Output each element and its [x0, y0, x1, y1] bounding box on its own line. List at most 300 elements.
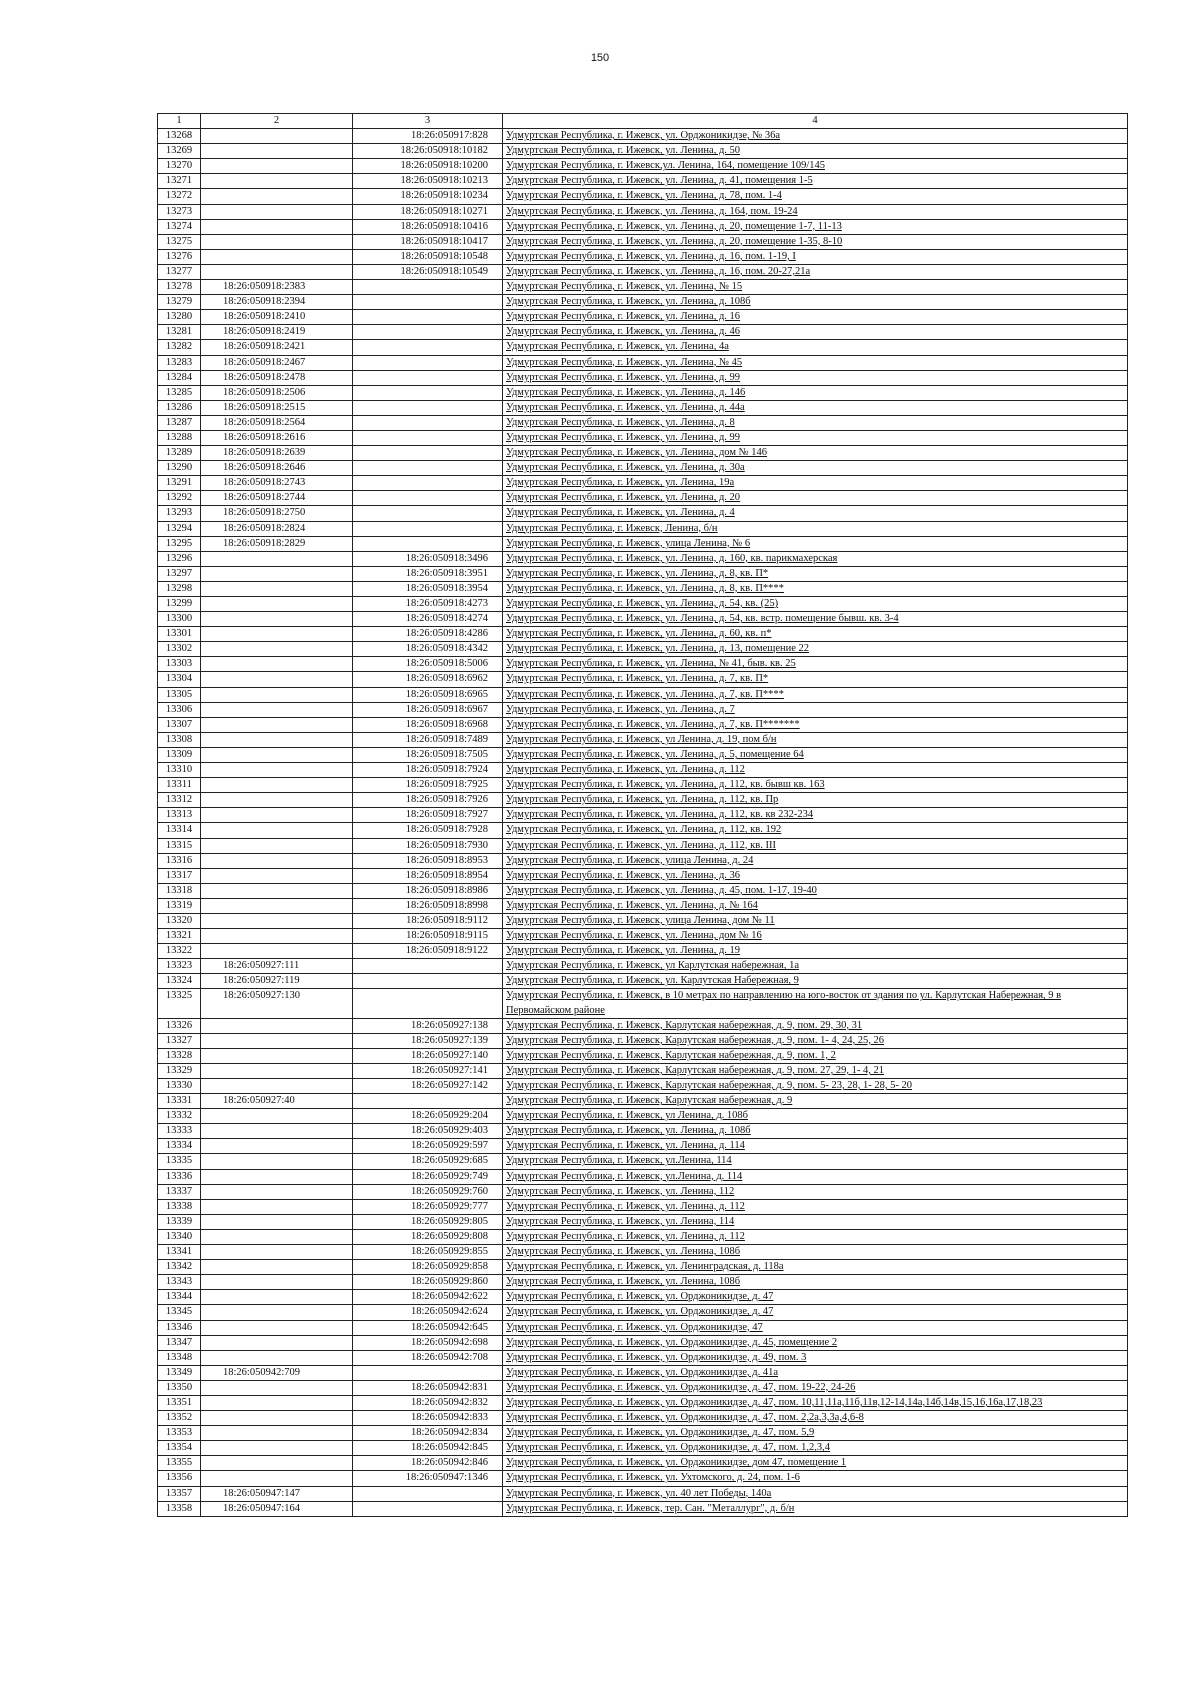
table-row [158, 1048, 1128, 1063]
address: Удмуртская Республика, г. Ижевск, Карлутская набережная, д. 9, пом. 27, 29, 1- 4, 21 [503, 1063, 1128, 1078]
column-number-row [158, 114, 1128, 129]
address: Удмуртская Республика, г. Ижевск, ул. Ленина, д. 78, пом. 1-4 [503, 189, 1128, 204]
row-number: 13332 [158, 1109, 201, 1124]
address: Удмуртская Республика, г. Ижевск, ул. Орджоникидзе, д. 47, пом. 10,11,11а,11б,11в,12-14,14а,14б,14в,15,16,16а,17,18,23 [503, 1395, 1128, 1410]
row-number: 13286 [158, 400, 201, 415]
address: Удмуртская Республика, г. Ижевск,ул. Ленина, 164, помещение 109/145 [503, 159, 1128, 174]
land-plot-cadastral-number [201, 898, 353, 913]
address: Удмуртская Республика, г. Ижевск, ул. Ленинградская, д. 118а [503, 1260, 1128, 1275]
premises-cadastral-number: 18:26:050927:142 [353, 1079, 503, 1094]
land-plot-cadastral-number [201, 627, 353, 642]
premises-cadastral-number: 18:26:050918:7927 [353, 808, 503, 823]
row-number: 13272 [158, 189, 201, 204]
page-number: 150 [590, 52, 610, 64]
address: Удмуртская Республика, г. Ижевск, ул. Ленина, д. 164, пом. 19-24 [503, 204, 1128, 219]
address: Удмуртская Республика, г. Ижевск, ул. Орджоникидзе, д. 47, пом. 5,9 [503, 1426, 1128, 1441]
premises-cadastral-number: 18:26:050927:140 [353, 1048, 503, 1063]
table-row [158, 687, 1128, 702]
table-row [158, 597, 1128, 612]
land-plot-cadastral-number [201, 1169, 353, 1184]
land-plot-cadastral-number [201, 929, 353, 944]
land-plot-cadastral-number [201, 219, 353, 234]
premises-cadastral-number: 18:26:050918:6967 [353, 702, 503, 717]
premises-cadastral-number: 18:26:050942:698 [353, 1335, 503, 1350]
land-plot-cadastral-number [201, 944, 353, 959]
row-number: 13289 [158, 446, 201, 461]
table-row [158, 491, 1128, 506]
table-row [158, 174, 1128, 189]
land-plot-cadastral-number [201, 1350, 353, 1365]
land-plot-cadastral-number [201, 838, 353, 853]
address: Удмуртская Республика, г. Ижевск, ул. Ленина, д. 7, кв. П* [503, 672, 1128, 687]
row-number: 13277 [158, 264, 201, 279]
land-plot-cadastral-number [201, 1426, 353, 1441]
row-number: 13305 [158, 687, 201, 702]
land-plot-cadastral-number [201, 1411, 353, 1426]
row-number: 13318 [158, 883, 201, 898]
table-row [158, 1411, 1128, 1426]
address: Удмуртская Республика, г. Ижевск, ул. Ленина, д. 41, помещения 1-5 [503, 174, 1128, 189]
table-row [158, 823, 1128, 838]
table-row [158, 1426, 1128, 1441]
address: Удмуртская Республика, г. Ижевск, ул. Орджоникидзе, 47 [503, 1320, 1128, 1335]
row-number: 13335 [158, 1154, 201, 1169]
premises-cadastral-number: 18:26:050942:846 [353, 1456, 503, 1471]
address: Удмуртская Республика, г. Ижевск, ул. Ленина, д. 108б [503, 1124, 1128, 1139]
land-plot-cadastral-number [201, 597, 353, 612]
premises-cadastral-number [353, 370, 503, 385]
land-plot-cadastral-number: 18:26:050918:2419 [201, 325, 353, 340]
table-row [158, 370, 1128, 385]
address: Удмуртская Республика, г. Ижевск, ул Карлутская набережная, 1а [503, 959, 1128, 974]
premises-cadastral-number [353, 325, 503, 340]
row-number: 13353 [158, 1426, 201, 1441]
premises-cadastral-number [353, 536, 503, 551]
address: Удмуртская Республика, г. Ижевск, ул. Ленина, д. 99 [503, 430, 1128, 445]
table-row [158, 747, 1128, 762]
row-number: 13342 [158, 1260, 201, 1275]
address: Удмуртская Республика, г. Ижевск, ул Ленина, д. 108б [503, 1109, 1128, 1124]
premises-cadastral-number [353, 491, 503, 506]
row-number: 13334 [158, 1139, 201, 1154]
table-row [158, 551, 1128, 566]
land-plot-cadastral-number [201, 1456, 353, 1471]
premises-cadastral-number [353, 400, 503, 415]
land-plot-cadastral-number: 18:26:050918:2750 [201, 506, 353, 521]
table-row [158, 1154, 1128, 1169]
table-row [158, 898, 1128, 913]
row-number: 13268 [158, 129, 201, 144]
land-plot-cadastral-number [201, 808, 353, 823]
row-number: 13288 [158, 430, 201, 445]
row-number: 13350 [158, 1380, 201, 1395]
premises-cadastral-number [353, 280, 503, 295]
row-number: 13336 [158, 1169, 201, 1184]
premises-cadastral-number: 18:26:050918:10417 [353, 234, 503, 249]
land-plot-cadastral-number: 18:26:050927:111 [201, 959, 353, 974]
row-number: 13310 [158, 763, 201, 778]
address: Удмуртская Республика, г. Ижевск, ул. Орджоникидзе, д. 47, пом. 1,2,3,4 [503, 1441, 1128, 1456]
table-row [158, 1018, 1128, 1033]
row-number: 13314 [158, 823, 201, 838]
row-number: 13312 [158, 793, 201, 808]
register-table [157, 113, 1128, 1517]
address: Удмуртская Республика, г. Ижевск, ул. Ленина, д. 8, кв. П**** [503, 581, 1128, 596]
premises-cadastral-number: 18:26:050918:4286 [353, 627, 503, 642]
premises-cadastral-number: 18:26:050918:10548 [353, 249, 503, 264]
row-number: 13275 [158, 234, 201, 249]
table-row [158, 778, 1128, 793]
table-row [158, 581, 1128, 596]
premises-cadastral-number [353, 415, 503, 430]
premises-cadastral-number: 18:26:050917:828 [353, 129, 503, 144]
land-plot-cadastral-number: 18:26:050918:2829 [201, 536, 353, 551]
premises-cadastral-number: 18:26:050929:808 [353, 1229, 503, 1244]
land-plot-cadastral-number: 18:26:050918:2616 [201, 430, 353, 445]
land-plot-cadastral-number: 18:26:050918:2394 [201, 295, 353, 310]
table-row [158, 1501, 1128, 1516]
land-plot-cadastral-number [201, 1245, 353, 1260]
land-plot-cadastral-number [201, 1305, 353, 1320]
table-row [158, 1139, 1128, 1154]
land-plot-cadastral-number [201, 264, 353, 279]
land-plot-cadastral-number [201, 778, 353, 793]
address: Удмуртская Республика, г. Ижевск, ул. Ленина, д. 7 [503, 702, 1128, 717]
premises-cadastral-number: 18:26:050918:7928 [353, 823, 503, 838]
address: Удмуртская Республика, г. Ижевск, ул Ленина, д. 19, пом б/н [503, 732, 1128, 747]
premises-cadastral-number [353, 430, 503, 445]
premises-cadastral-number: 18:26:050929:860 [353, 1275, 503, 1290]
row-number: 13320 [158, 913, 201, 928]
land-plot-cadastral-number [201, 1335, 353, 1350]
land-plot-cadastral-number: 18:26:050918:2478 [201, 370, 353, 385]
premises-cadastral-number [353, 959, 503, 974]
land-plot-cadastral-number: 18:26:050918:2383 [201, 280, 353, 295]
table-row [158, 657, 1128, 672]
table-row [158, 1229, 1128, 1244]
premises-cadastral-number: 18:26:050918:9115 [353, 929, 503, 944]
address: Удмуртская Республика, г. Ижевск, в 10 метрах по направлению на юго-восток от здания по ул. Карлутская Набережная, 9 в Первомайском районе [503, 989, 1128, 1018]
land-plot-cadastral-number: 18:26:050918:2410 [201, 310, 353, 325]
address: Удмуртская Республика, г. Ижевск, ул. Орджоникидзе, д. 47, пом. 2,2а,3,3а,4,6-8 [503, 1411, 1128, 1426]
row-number: 13291 [158, 476, 201, 491]
table-row [158, 1033, 1128, 1048]
premises-cadastral-number: 18:26:050942:624 [353, 1305, 503, 1320]
row-number: 13348 [158, 1350, 201, 1365]
row-number: 13355 [158, 1456, 201, 1471]
land-plot-cadastral-number [201, 853, 353, 868]
premises-cadastral-number: 18:26:050918:9112 [353, 913, 503, 928]
table-row [158, 702, 1128, 717]
address: Удмуртская Республика, г. Ижевск, ул. Ленина, д. 16, пом. 20-27,21а [503, 264, 1128, 279]
table-row [158, 672, 1128, 687]
land-plot-cadastral-number [201, 234, 353, 249]
address: Удмуртская Республика, г. Ижевск, улица Ленина, № 6 [503, 536, 1128, 551]
row-number: 13300 [158, 612, 201, 627]
land-plot-cadastral-number [201, 1320, 353, 1335]
land-plot-cadastral-number [201, 672, 353, 687]
premises-cadastral-number [353, 1365, 503, 1380]
row-number: 13330 [158, 1079, 201, 1094]
land-plot-cadastral-number: 18:26:050918:2646 [201, 461, 353, 476]
land-plot-cadastral-number [201, 913, 353, 928]
table-row [158, 129, 1128, 144]
table-row [158, 793, 1128, 808]
land-plot-cadastral-number [201, 1441, 353, 1456]
land-plot-cadastral-number [201, 612, 353, 627]
land-plot-cadastral-number [201, 1260, 353, 1275]
row-number: 13269 [158, 144, 201, 159]
premises-cadastral-number: 18:26:050918:10271 [353, 204, 503, 219]
row-number: 13285 [158, 385, 201, 400]
row-number: 13283 [158, 355, 201, 370]
premises-cadastral-number: 18:26:050942:834 [353, 1426, 503, 1441]
address: Удмуртская Республика, г. Ижевск, улица Ленина, дом № 11 [503, 913, 1128, 928]
row-number: 13308 [158, 732, 201, 747]
address: Удмуртская Республика, г. Ижевск, ул. Орджоникидзе, № 36а [503, 129, 1128, 144]
row-number: 13273 [158, 204, 201, 219]
premises-cadastral-number: 18:26:050929:597 [353, 1139, 503, 1154]
address: Удмуртская Республика, г. Ижевск, ул. Ленина, 108б [503, 1245, 1128, 1260]
row-number: 13276 [158, 249, 201, 264]
table-row [158, 521, 1128, 536]
table-row [158, 974, 1128, 989]
table-row [158, 1063, 1128, 1078]
premises-cadastral-number [353, 1501, 503, 1516]
table-row [158, 1471, 1128, 1486]
table-row [158, 959, 1128, 974]
table-row [158, 1380, 1128, 1395]
table-row [158, 642, 1128, 657]
land-plot-cadastral-number [201, 1079, 353, 1094]
premises-cadastral-number: 18:26:050929:760 [353, 1184, 503, 1199]
table-row [158, 1305, 1128, 1320]
address: Удмуртская Республика, г. Ижевск, ул. Ленина, д. 99 [503, 370, 1128, 385]
row-number: 13321 [158, 929, 201, 944]
premises-cadastral-number: 18:26:050942:645 [353, 1320, 503, 1335]
row-number: 13339 [158, 1214, 201, 1229]
address: Удмуртская Республика, г. Ижевск, ул. Ленина, д. 16, пом. 1-19, I [503, 249, 1128, 264]
table-row [158, 415, 1128, 430]
premises-cadastral-number [353, 506, 503, 521]
land-plot-cadastral-number [201, 823, 353, 838]
land-plot-cadastral-number [201, 732, 353, 747]
address: Удмуртская Республика, г. Ижевск, ул. Ленина, д. 7, кв. П**** [503, 687, 1128, 702]
row-number: 13345 [158, 1305, 201, 1320]
row-number: 13303 [158, 657, 201, 672]
table-row [158, 627, 1128, 642]
table-row [158, 219, 1128, 234]
premises-cadastral-number: 18:26:050918:10549 [353, 264, 503, 279]
address: Удмуртская Республика, г. Ижевск, ул. Ленина, д. 30а [503, 461, 1128, 476]
address: Удмуртская Республика, г. Ижевск, ул. Ленина, д. 46 [503, 325, 1128, 340]
row-number: 13299 [158, 597, 201, 612]
row-number: 13304 [158, 672, 201, 687]
row-number: 13301 [158, 627, 201, 642]
table-row [158, 1350, 1128, 1365]
address: Удмуртская Республика, г. Ижевск, ул. Орджоникидзе, д. 49, пом. 3 [503, 1350, 1128, 1365]
premises-cadastral-number [353, 385, 503, 400]
row-number: 13292 [158, 491, 201, 506]
premises-cadastral-number: 18:26:050929:858 [353, 1260, 503, 1275]
premises-cadastral-number [353, 340, 503, 355]
premises-cadastral-number: 18:26:050918:8986 [353, 883, 503, 898]
row-number: 13356 [158, 1471, 201, 1486]
address: Удмуртская Республика, г. Ижевск, ул. Ленина, 4а [503, 340, 1128, 355]
premises-cadastral-number: 18:26:050942:831 [353, 1380, 503, 1395]
address: Удмуртская Республика, г. Ижевск, ул. Ленина, 112 [503, 1184, 1128, 1199]
row-number: 13296 [158, 551, 201, 566]
address: Удмуртская Республика, г. Ижевск, ул.Ленина, д. 114 [503, 1169, 1128, 1184]
land-plot-cadastral-number [201, 868, 353, 883]
premises-cadastral-number: 18:26:050918:8954 [353, 868, 503, 883]
address: Удмуртская Республика, г. Ижевск, ул. Ленина, д. 4 [503, 506, 1128, 521]
row-number: 13325 [158, 989, 201, 1018]
row-number: 13328 [158, 1048, 201, 1063]
row-number: 13354 [158, 1441, 201, 1456]
address: Удмуртская Республика, г. Ижевск, ул. Орджоникидзе, д. 45, помещение 2 [503, 1335, 1128, 1350]
address: Удмуртская Республика, г. Ижевск, ул. Ленина, д. 19 [503, 944, 1128, 959]
land-plot-cadastral-number: 18:26:050918:2506 [201, 385, 353, 400]
land-plot-cadastral-number [201, 566, 353, 581]
row-number: 13295 [158, 536, 201, 551]
row-number: 13327 [158, 1033, 201, 1048]
table-row [158, 234, 1128, 249]
table-row [158, 204, 1128, 219]
premises-cadastral-number: 18:26:050918:7930 [353, 838, 503, 853]
row-number: 13311 [158, 778, 201, 793]
row-number: 13316 [158, 853, 201, 868]
premises-cadastral-number: 18:26:050918:6965 [353, 687, 503, 702]
land-plot-cadastral-number [201, 551, 353, 566]
address: Удмуртская Республика, г. Ижевск, ул. Ленина, д. 44а [503, 400, 1128, 415]
premises-cadastral-number: 18:26:050918:9122 [353, 944, 503, 959]
table-row [158, 400, 1128, 415]
address: Удмуртская Республика, г. Ижевск, ул. Ленина, д. 36 [503, 868, 1128, 883]
premises-cadastral-number: 18:26:050947:1346 [353, 1471, 503, 1486]
premises-cadastral-number: 18:26:050929:204 [353, 1109, 503, 1124]
premises-cadastral-number: 18:26:050918:5006 [353, 657, 503, 672]
row-number: 13352 [158, 1411, 201, 1426]
address: Удмуртская Республика, г. Ижевск, ул. Ленина, д. 60, кв. п* [503, 627, 1128, 642]
table-row [158, 1199, 1128, 1214]
premises-cadastral-number [353, 355, 503, 370]
row-number: 13307 [158, 717, 201, 732]
row-number: 13331 [158, 1094, 201, 1109]
row-number: 13349 [158, 1365, 201, 1380]
row-number: 13290 [158, 461, 201, 476]
premises-cadastral-number: 18:26:050918:7489 [353, 732, 503, 747]
table-row [158, 385, 1128, 400]
premises-cadastral-number [353, 446, 503, 461]
table-row [158, 264, 1128, 279]
address: Удмуртская Республика, г. Ижевск, ул. Орджоникидзе, д. 41а [503, 1365, 1128, 1380]
address: Удмуртская Республика, г. Ижевск, ул. Ленина, д. 54, кв. (25) [503, 597, 1128, 612]
row-number: 13324 [158, 974, 201, 989]
premises-cadastral-number: 18:26:050927:141 [353, 1063, 503, 1078]
land-plot-cadastral-number [201, 1380, 353, 1395]
table-row [158, 506, 1128, 521]
address: Удмуртская Республика, г. Ижевск, ул. Ленина, д. 20, помещение 1-35, 8-10 [503, 234, 1128, 249]
table-row [158, 1260, 1128, 1275]
address: Удмуртская Республика, г. Ижевск, ул. Ленина, д. № 164 [503, 898, 1128, 913]
land-plot-cadastral-number [201, 1199, 353, 1214]
premises-cadastral-number [353, 295, 503, 310]
land-plot-cadastral-number [201, 1018, 353, 1033]
table-row [158, 310, 1128, 325]
address: Удмуртская Республика, г. Ижевск, улица Ленина, д. 24 [503, 853, 1128, 868]
land-plot-cadastral-number [201, 763, 353, 778]
premises-cadastral-number: 18:26:050927:138 [353, 1018, 503, 1033]
table-row [158, 944, 1128, 959]
land-plot-cadastral-number: 18:26:050918:2564 [201, 415, 353, 430]
row-number: 13284 [158, 370, 201, 385]
row-number: 13329 [158, 1063, 201, 1078]
table-row [158, 838, 1128, 853]
premises-cadastral-number: 18:26:050918:4342 [353, 642, 503, 657]
table-row [158, 1395, 1128, 1410]
row-number: 13270 [158, 159, 201, 174]
row-number: 13302 [158, 642, 201, 657]
land-plot-cadastral-number [201, 1033, 353, 1048]
address: Удмуртская Республика, г. Ижевск, ул. Ленина, д. 54, кв. встр. помещение бывш. кв. 3-4 [503, 612, 1128, 627]
table-row [158, 1245, 1128, 1260]
land-plot-cadastral-number [201, 1063, 353, 1078]
row-number: 13319 [158, 898, 201, 913]
premises-cadastral-number: 18:26:050918:3951 [353, 566, 503, 581]
row-number: 13343 [158, 1275, 201, 1290]
table-row [158, 144, 1128, 159]
table-row [158, 1169, 1128, 1184]
premises-cadastral-number [353, 521, 503, 536]
address: Удмуртская Республика, г. Ижевск, ул. Карлутская Набережная, 9 [503, 974, 1128, 989]
address: Удмуртская Республика, г. Ижевск, тер. Сан. "Металлург", д. б/н [503, 1501, 1128, 1516]
address: Удмуртская Республика, г. Ижевск, ул.Ленина, 114 [503, 1154, 1128, 1169]
row-number: 13338 [158, 1199, 201, 1214]
address: Удмуртская Республика, г. Ижевск, ул. Орджоникидзе, дом 47, помещение 1 [503, 1456, 1128, 1471]
land-plot-cadastral-number: 18:26:050918:2467 [201, 355, 353, 370]
premises-cadastral-number: 18:26:050918:3954 [353, 581, 503, 596]
table-row [158, 1486, 1128, 1501]
address: Удмуртская Республика, г. Ижевск, ул. Орджоникидзе, д. 47 [503, 1290, 1128, 1305]
table-row [158, 1290, 1128, 1305]
row-number: 13294 [158, 521, 201, 536]
premises-cadastral-number: 18:26:050929:749 [353, 1169, 503, 1184]
table-row [158, 763, 1128, 778]
address: Удмуртская Республика, г. Ижевск, ул. Ленина, д. 146 [503, 385, 1128, 400]
land-plot-cadastral-number [201, 747, 353, 762]
premises-cadastral-number: 18:26:050918:8998 [353, 898, 503, 913]
row-number: 13344 [158, 1290, 201, 1305]
address: Удмуртская Республика, г. Ижевск, ул. Ленина, д. 45, пом. 1-17, 19-40 [503, 883, 1128, 898]
column-number: 3 [353, 114, 503, 129]
address: Удмуртская Республика, г. Ижевск, ул. Ленина, д. 7, кв. П******* [503, 717, 1128, 732]
table-row [158, 1320, 1128, 1335]
table-row [158, 280, 1128, 295]
row-number: 13306 [158, 702, 201, 717]
table-row [158, 461, 1128, 476]
row-number: 13278 [158, 280, 201, 295]
premises-cadastral-number: 18:26:050929:403 [353, 1124, 503, 1139]
address: Удмуртская Республика, г. Ижевск, ул. Ленина, д. 160, кв. парикмахерская [503, 551, 1128, 566]
land-plot-cadastral-number [201, 1109, 353, 1124]
premises-cadastral-number: 18:26:050918:10200 [353, 159, 503, 174]
land-plot-cadastral-number [201, 642, 353, 657]
land-plot-cadastral-number [201, 581, 353, 596]
row-number: 13357 [158, 1486, 201, 1501]
land-plot-cadastral-number: 18:26:050927:40 [201, 1094, 353, 1109]
table-row [158, 536, 1128, 551]
